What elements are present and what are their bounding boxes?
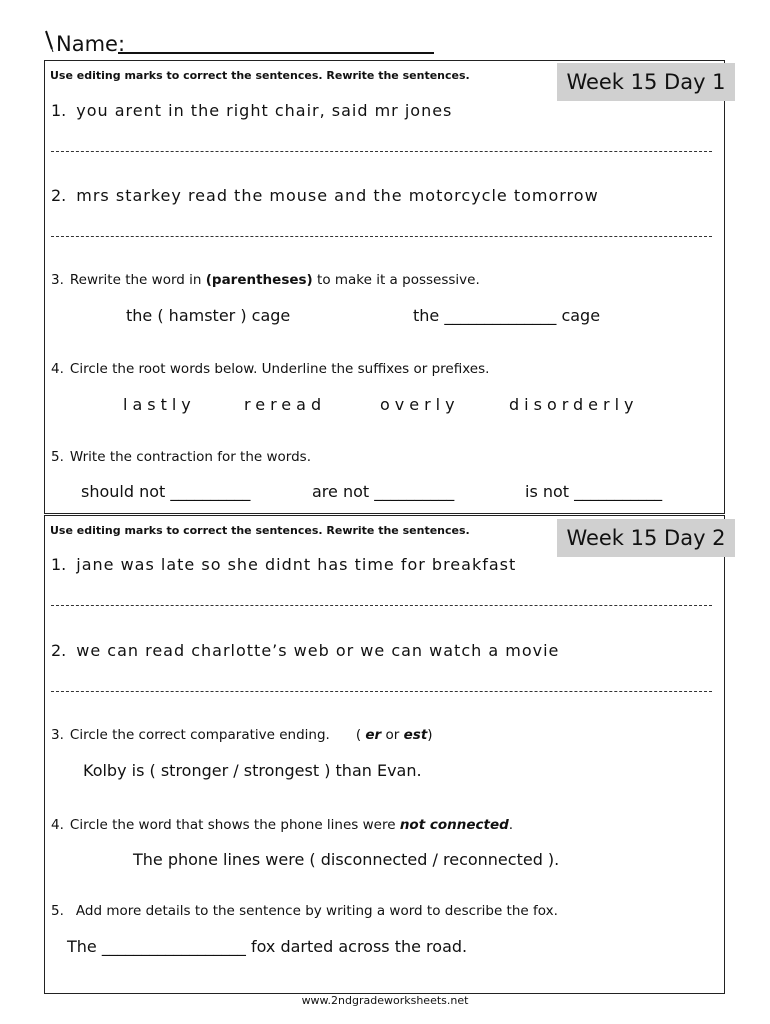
day1-q5-blank[interactable]: ___________ xyxy=(574,482,663,501)
day2-q3-paren-open: ( xyxy=(355,727,366,743)
day1-q3-answer xyxy=(413,306,600,325)
day1-q4-word[interactable]: disorderly xyxy=(509,395,639,414)
day1-q4-word[interactable]: reread xyxy=(244,395,327,414)
day2-q3 xyxy=(51,727,433,743)
day1-q2 xyxy=(51,186,599,205)
day1-q5-label: is not xyxy=(525,482,570,501)
day1-badge: Week 15 Day 1 xyxy=(557,63,735,101)
day2-q4-after: . xyxy=(508,817,514,833)
day1-q4-word[interactable]: overly xyxy=(380,395,460,414)
name-label: Name: xyxy=(56,32,126,56)
day2-instruction: Use editing marks to correct the sentences. Rewrite the sentences. xyxy=(50,524,470,537)
day2-q3-number: 3. xyxy=(51,727,64,743)
day1-q5 xyxy=(51,449,311,465)
day1-q5-blank[interactable]: __________ xyxy=(170,482,251,501)
day1-q5-item xyxy=(312,482,454,501)
day1-q3-answer-blank[interactable]: ______________ xyxy=(444,306,557,325)
day2-panel xyxy=(44,515,725,994)
day1-q3-bold: (parentheses) xyxy=(205,272,313,288)
footer-url: www.2ndgradeworksheets.net xyxy=(301,994,469,1007)
day2-q5-before: The xyxy=(67,937,97,956)
day1-panel xyxy=(44,60,725,514)
day2-q3-er: er xyxy=(365,727,382,743)
day2-q4 xyxy=(51,817,513,833)
day1-q2-answer-line[interactable] xyxy=(51,236,712,237)
day1-q3-after: to make it a possessive. xyxy=(312,272,480,288)
day2-q5-number: 5. xyxy=(51,903,64,919)
day1-q1-sentence: you arent in the right chair, said mr jones xyxy=(76,101,453,120)
day1-q1 xyxy=(51,101,452,120)
day1-q3-number: 3. xyxy=(51,272,64,288)
day1-q3 xyxy=(51,272,480,288)
day2-q5-instruction: Add more details to the sentence by writing a word to describe the fox. xyxy=(75,903,558,919)
day2-q2-number: 2. xyxy=(51,641,67,660)
day1-q5-label: should not xyxy=(81,482,166,501)
day2-q5-after: fox darted across the road. xyxy=(250,937,468,956)
name-write-line[interactable] xyxy=(118,52,434,54)
day1-q4-number: 4. xyxy=(51,361,64,377)
day2-q3-or: or xyxy=(381,727,404,743)
day1-q5-blank[interactable]: __________ xyxy=(374,482,455,501)
day1-q3-answer-prefix: the xyxy=(413,306,440,325)
day1-q3-phrase: the ( hamster ) cage xyxy=(126,306,291,325)
day2-q2-answer-line[interactable] xyxy=(51,691,712,692)
day2-q3-est: est xyxy=(403,727,428,743)
day2-q5-sentence xyxy=(67,937,467,956)
day1-q1-number: 1. xyxy=(51,101,67,120)
day2-q5 xyxy=(51,903,558,919)
day1-q2-sentence: mrs starkey read the mouse and the motorcycle tomorrow xyxy=(76,186,599,205)
day1-q5-label: are not xyxy=(312,482,370,501)
day1-q3-before: Rewrite the word in xyxy=(69,272,206,288)
day2-q1-number: 1. xyxy=(51,555,67,574)
day1-q2-number: 2. xyxy=(51,186,67,205)
day1-q1-answer-line[interactable] xyxy=(51,151,712,152)
day2-q3-instruction: Circle the correct comparative ending. xyxy=(69,727,330,743)
day2-q4-number: 4. xyxy=(51,817,64,833)
day2-q4-sentence[interactable]: The phone lines were ( disconnected / reconnected ). xyxy=(133,850,560,869)
day2-q3-paren-close: ) xyxy=(427,727,433,743)
day1-q5-item xyxy=(81,482,250,501)
day1-q5-instruction: Write the contraction for the words. xyxy=(69,449,312,465)
day2-q1-sentence: jane was late so she didnt has time for breakfast xyxy=(76,555,517,574)
day2-q1-answer-line[interactable] xyxy=(51,605,712,606)
day2-q2-sentence: we can read charlotte’s web or we can watch a movie xyxy=(76,641,560,660)
day2-badge: Week 15 Day 2 xyxy=(557,519,735,557)
day1-q4 xyxy=(51,361,489,377)
day2-q1 xyxy=(51,555,516,574)
day2-q5-blank[interactable]: __________________ xyxy=(101,937,246,956)
day1-instruction: Use editing marks to correct the sentences. Rewrite the sentences. xyxy=(50,69,470,82)
day2-q4-emphasis: not connected xyxy=(399,817,509,833)
day2-q4-before: Circle the word that shows the phone lines were xyxy=(69,817,400,833)
day1-q3-answer-suffix: cage xyxy=(561,306,601,325)
day1-q4-word[interactable]: lastly xyxy=(123,395,196,414)
pencil-icon xyxy=(44,30,54,52)
day2-q2 xyxy=(51,641,559,660)
day1-q5-item xyxy=(525,482,662,501)
day1-q4-instruction: Circle the root words below. Underline the suffixes or prefixes. xyxy=(69,361,490,377)
day2-q3-sentence[interactable]: Kolby is ( stronger / strongest ) than Evan. xyxy=(83,761,422,780)
day1-q5-number: 5. xyxy=(51,449,64,465)
